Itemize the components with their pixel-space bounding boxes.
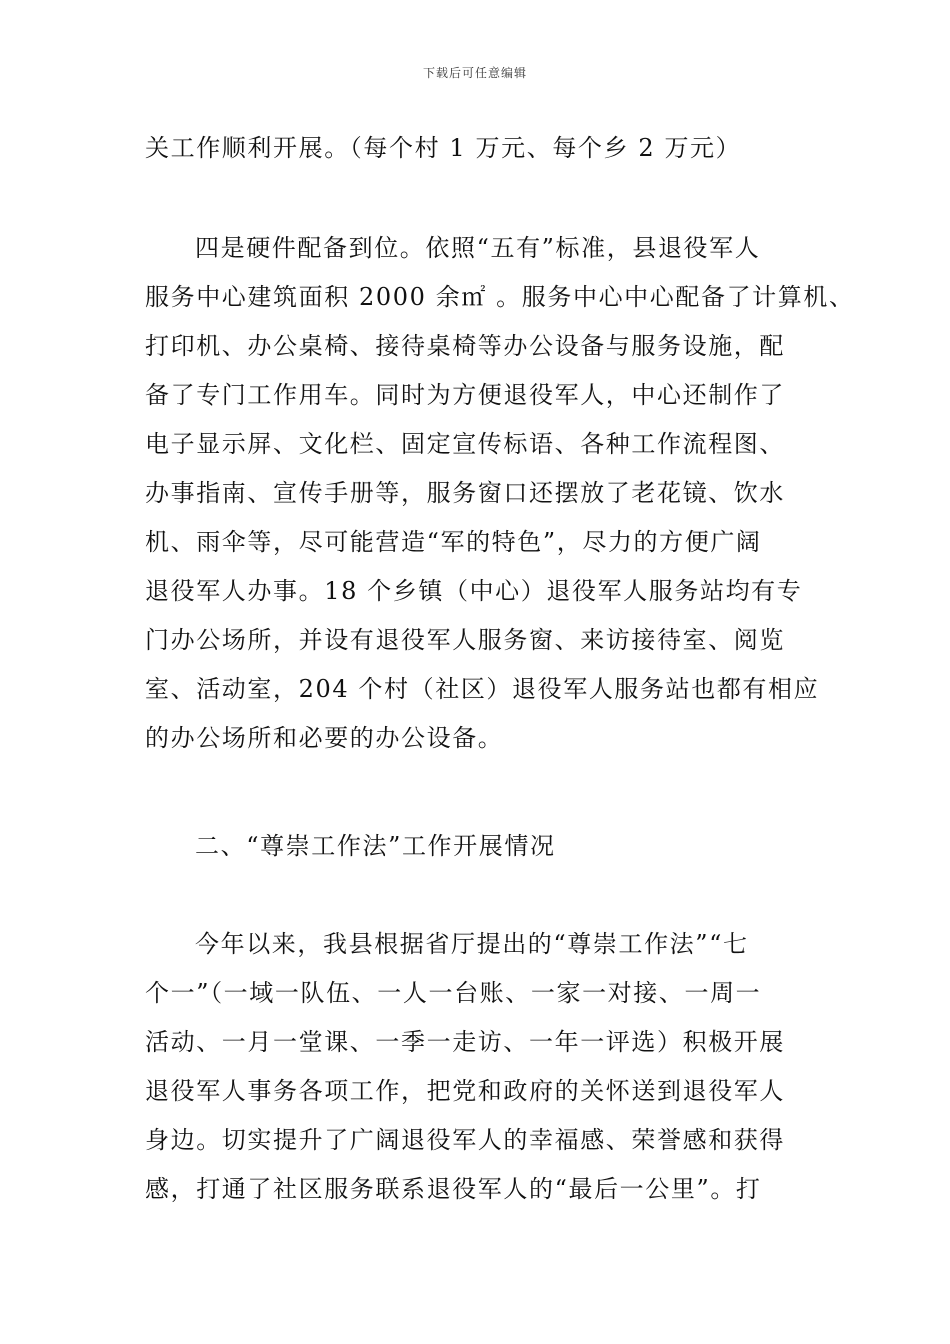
text-line: 四是硬件配备到位。依照“五有”标准，县退役军人: [195, 234, 761, 262]
paragraph-hardware: [145, 224, 855, 763]
paragraph-method: [145, 920, 825, 1214]
text-line: 机、雨伞等，尽可能营造“军的特色”，尽力的方便广阔: [145, 528, 762, 556]
text-line: 退役军人办事。18 个乡镇（中心）退役军人服务站均有专: [145, 577, 803, 605]
section-heading: 二、“尊崇工作法”工作开展情况: [195, 832, 556, 860]
paragraph-continued: [145, 124, 825, 173]
text-line: 个一”（一域一队伍、一人一台账、一家一对接、一周一: [145, 979, 762, 1007]
text-line: 今年以来，我县根据省厅提出的“尊崇工作法”“七: [195, 930, 749, 958]
text-line: 室、活动室，204 个村（社区）退役军人服务站也都有相应: [145, 675, 820, 703]
text-line: 电子显示屏、文化栏、固定宣传标语、各种工作流程图、: [145, 430, 785, 458]
section-heading-block: [145, 822, 825, 871]
text-line: 的办公场所和必要的办公设备。: [145, 724, 504, 752]
header-note: 下载后可任意编辑: [422, 66, 527, 80]
text-line: 退役军人事务各项工作，把党和政府的关怀送到退役军人: [145, 1077, 785, 1105]
text-line: 打印机、办公桌椅、接待桌椅等办公设备与服务设施，配: [145, 332, 785, 360]
text-line: 门办公场所，并设有退役军人服务窗、来访接待室、阅览: [145, 626, 785, 654]
text-line: 活动、一月一堂课、一季一走访、一年一评选）积极开展: [145, 1028, 785, 1056]
text-line: 备了专门工作用车。同时为方便退役军人，中心还制作了: [145, 381, 785, 409]
text-line: 服务中心建筑面积 2000 余㎡ 。服务中心中心配备了计算机、: [145, 283, 855, 311]
text-line: 办事指南、宣传手册等，服务窗口还摆放了老花镜、饮水: [145, 479, 785, 507]
text-line: 身边。切实提升了广阔退役军人的幸福感、荣誉感和获得: [145, 1126, 785, 1154]
text-line: 关工作顺利开展。（每个村 1 万元、每个乡 2 万元）: [145, 134, 742, 162]
text-line: 感，打通了社区服务联系退役军人的“最后一公里”。打: [145, 1175, 762, 1203]
